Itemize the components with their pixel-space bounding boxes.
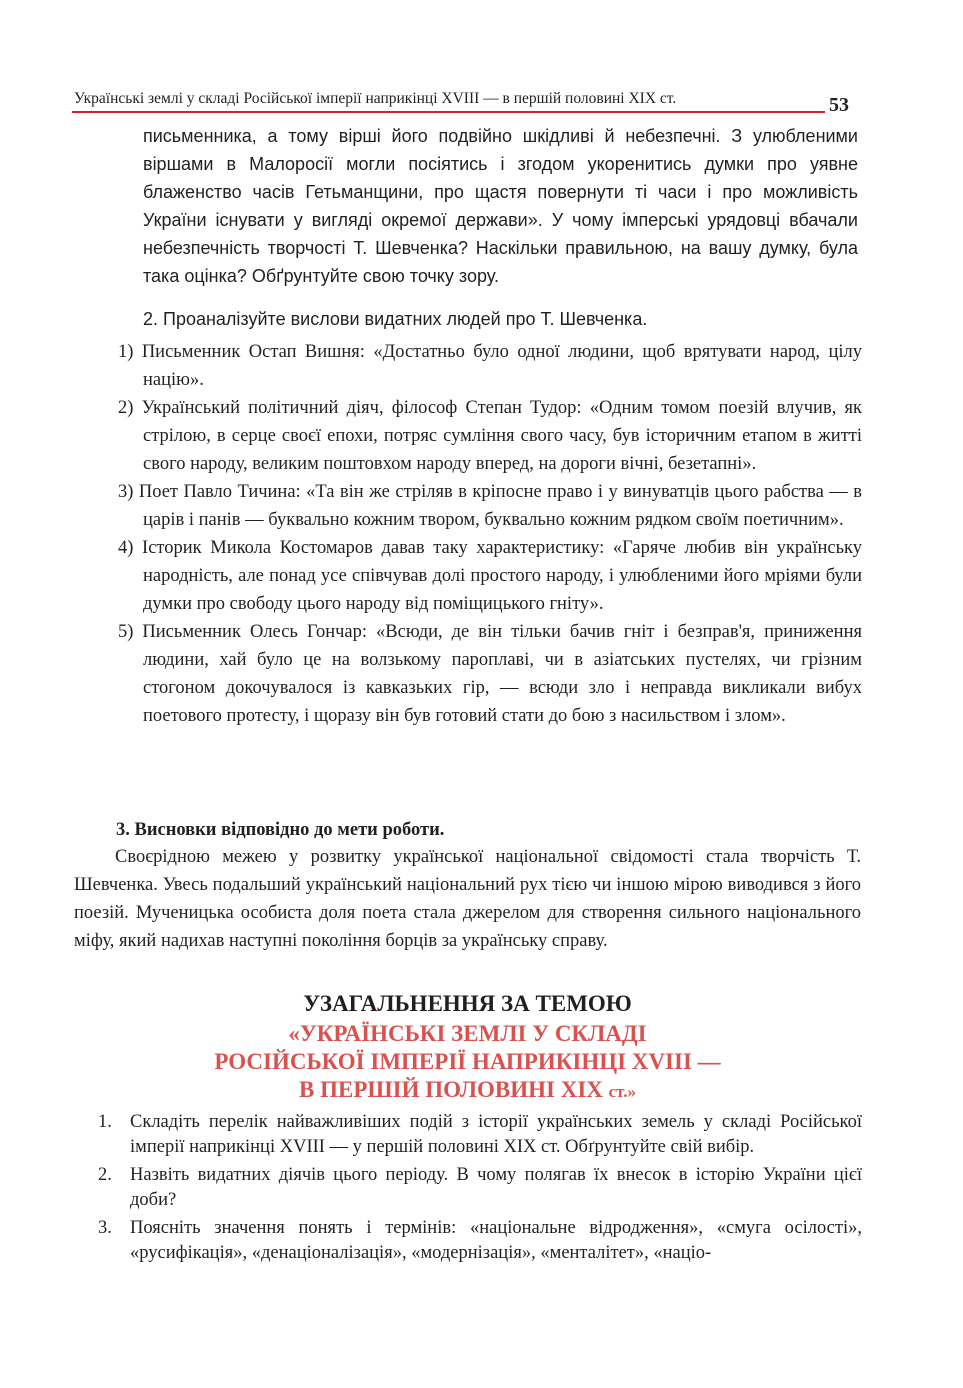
intro-text: письменника, а тому вірші його подвійно шкідливі й небезпечні. З улюбленими віршами в Малоросії могли посіятись і згодом укоренитись думки про уявне блаженство часів Гетьманщини, про щастя повернути ті часи і про можливість України існувати у вигляді окремої держави». У чому імперські урядовці вбачали небезпечність творчості Т. Шевченка? Наскільки правильною, на вашу думку, була така оцінка? Обґрунтуйте свою точку зору. [143,126,858,286]
generalization-title: УЗАГАЛЬНЕННЯ ЗА ТЕМОЮ [303,991,632,1016]
quote-item: 2) Український політичний діяч, філософ Степан Тудор: «Одним томом поезій влучив, як стрілою, в серце своєї епохи, потряс сумління свого часу, був історичним етапом в житті свого народу, великим поштовхом народу вперед, на дороги вічні, безетапні». [118,398,862,474]
quote-item: 3) Поет Павло Тичина: «Та він же стріляв в кріпосне право і у винуватців цього рабства — в царів і панів — буквально кожним твором, буквально кожним рядком своїм поетичним». [118,482,862,530]
header-rule [72,111,825,113]
list-item-text: Складіть перелік найважливіших подій з історії українських земель у складі Російської імперії наприкінці XVIII — у першій половині XIX ст. Обґрунтуйте свій вибір. [130,1112,862,1157]
quote-item: 1) Письменник Остап Вишня: «Достатньо було одної людини, щоб врятувати народ, цілу націю». [118,342,862,390]
running-title: Українські землі у складі Російської імперії наприкінці XVIII — в першій половині XIX ст. [74,90,677,107]
list-item-number: 1. [98,1112,112,1132]
subtitle-line-3 [74,1076,861,1106]
subtitle-line-3-text: В ПЕРШІЙ ПОЛОВИНІ XIX [299,1077,603,1102]
list-item-number: 2. [98,1165,112,1185]
page-number: 53 [829,94,849,116]
subtitle-line-2: РОСІЙСЬКОЇ ІМПЕРІЇ НАПРИКІНЦІ XVIII — [214,1049,721,1074]
quote-item: 5) Письменник Олесь Гончар: «Всюди, де він тільки бачив гніт і безправ'я, приниження людини, хай було це на волзькому пароплаві, чи в азіатських пустелях, чи грізним стогоном докочувалося із кавказьких гір, — всюди зло і неправда викликали вибух поетового протесту, і щоразу він був готовий стати до бою з насильством і злом». [118,622,862,726]
task-2: 2. Проаналізуйте вислови видатних людей про Т. Шевченка. [143,309,648,329]
quote-item: 4) Історик Микола Костомаров давав таку характеристику: «Гаряче любив він українську народність, але понад усе співчував долі простого народу, і улюбленими його мріями були думки про свободу цього народу від поміщицького гніту». [118,538,862,614]
conclusions-text: Своєрідною межею у розвитку української національної свідомості стала творчість Т. Шевченка. Увесь подальший український національний рух тією чи іншою мірою виводився з його поезій. Мученицька особиста доля поета стала джерелом для створення сильного національного міфу, який надихав наступні покоління борців за українську справу. [74,847,861,951]
generalization-subtitle [74,1020,861,1106]
generalization-list [98,1110,862,1269]
intro-paragraph [143,122,858,290]
list-item [98,1110,862,1160]
list-item-text: Поясніть значення понять і термінів: «національне відродження», «смуга осілості», «русифікація», «денаціоналізація», «модернізація», «менталітет», «націо- [130,1218,862,1263]
list-item-text: Назвіть видатних діячів цього періоду. В чому полягав їх внесок в історію України цієї доби? [130,1165,862,1210]
list-item [98,1216,862,1266]
conclusions-heading: 3. Висновки відповідно до мети роботи. [116,820,445,840]
subtitle-line-1: «УКРАЇНСЬКІ ЗЕМЛІ У СКЛАДІ [288,1021,647,1046]
quotes-list [118,338,862,730]
list-item-number: 3. [98,1218,112,1238]
subtitle-suffix: ст.» [608,1082,636,1101]
list-item [98,1163,862,1213]
